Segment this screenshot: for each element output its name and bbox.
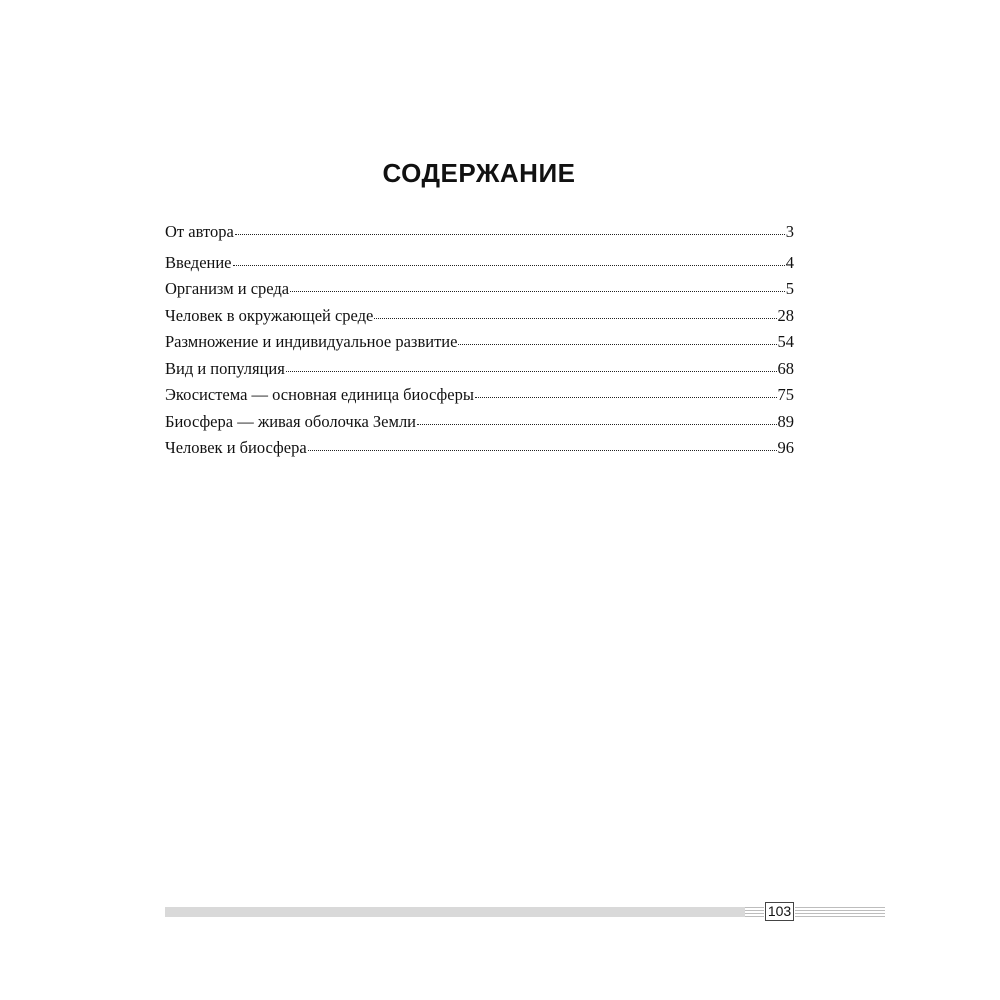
toc-entry-page: 3 — [785, 222, 794, 241]
toc-dot-leader — [308, 439, 777, 453]
toc-entry[interactable] — [165, 250, 794, 277]
footer-decorative-bar — [165, 907, 745, 917]
page-title: СОДЕРЖАНИЕ — [382, 158, 576, 188]
toc-dot-leader — [290, 280, 785, 294]
toc-entry-title: Вид и популяция — [165, 358, 285, 378]
toc-entry-title: Человек и биосфера — [165, 438, 307, 457]
page-number: 103 — [765, 902, 794, 921]
toc-entry-page: 4 — [785, 252, 794, 272]
toc-entry[interactable] — [165, 329, 794, 356]
toc-entry-title: Размножение и индивидуальное развитие — [165, 332, 458, 351]
toc-entry-title: Введение — [165, 252, 232, 272]
toc-entry[interactable] — [165, 382, 794, 409]
toc-entry[interactable] — [165, 219, 794, 246]
toc-entry-page: 68 — [777, 358, 794, 378]
toc-entry-page: 89 — [777, 411, 794, 431]
toc-entry-page: 75 — [777, 385, 794, 404]
toc-entry[interactable] — [165, 435, 794, 462]
toc-dot-leader — [374, 307, 776, 321]
toc-entry-page: 96 — [777, 438, 794, 457]
toc-entry-title: Экосистема — основная единица биосферы — [165, 385, 474, 404]
table-of-contents — [165, 219, 794, 462]
toc-entry-title: Биосфера — живая оболочка Земли — [165, 411, 417, 431]
toc-entry-title: Человек в окружающей среде — [165, 305, 374, 325]
footer-decorative-lines-right — [795, 905, 885, 919]
toc-dot-leader — [233, 254, 785, 268]
toc-dot-leader — [417, 413, 776, 427]
toc-entry-title: От автора — [165, 222, 234, 241]
toc-entry-page: 5 — [785, 279, 794, 298]
toc-entry[interactable] — [165, 276, 794, 303]
footer-decorative-lines-left — [745, 905, 764, 919]
toc-dot-leader — [458, 333, 776, 347]
toc-entry-page: 28 — [777, 305, 794, 325]
toc-entry[interactable] — [165, 409, 794, 436]
toc-entry[interactable] — [165, 356, 794, 383]
toc-dot-leader — [286, 360, 777, 374]
toc-entry-title: Организм и среда — [165, 279, 290, 298]
toc-dot-leader — [235, 223, 785, 237]
toc-entry-page: 54 — [777, 332, 794, 351]
toc-dot-leader — [475, 386, 777, 400]
toc-entry[interactable] — [165, 303, 794, 330]
